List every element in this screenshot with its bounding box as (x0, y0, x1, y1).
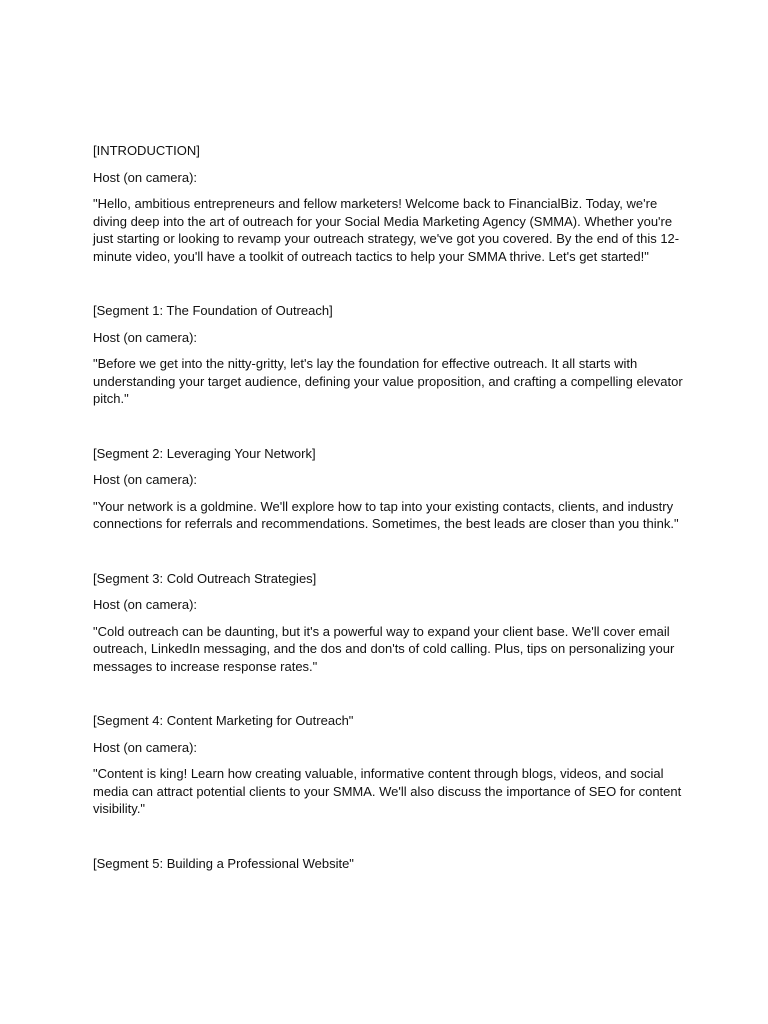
speech-paragraph: "Your network is a goldmine. We'll explore how to tap into your existing contacts, clients, and industry connections for referrals and recommendations. Sometimes, the best leads are closer than you think." (93, 498, 679, 531)
section-heading: [Segment 5: Building a Professional Website" (93, 855, 354, 871)
section-segment-4 (93, 712, 683, 818)
section-segment-5 (93, 855, 683, 873)
section-heading: [Segment 1: The Foundation of Outreach] (93, 303, 333, 318)
speaker-label: Host (on camera): (93, 739, 198, 755)
speech-paragraph: "Before we get into the nitty-gritty, let's lay the foundation for effective outreach. It all starts with understanding your target audience, defining your value proposition, and crafting a compelling elevator pitch." (93, 356, 683, 406)
section-heading: [Segment 3: Cold Outreach Strategies] (93, 570, 317, 586)
section-introduction (93, 142, 683, 265)
section-segment-3 (93, 570, 683, 676)
section-segment-1 (93, 302, 683, 408)
speaker-label: Host (on camera): (93, 597, 198, 612)
speaker-label: Host (on camera): (93, 329, 198, 345)
speech-paragraph: "Cold outreach can be daunting, but it's a powerful way to expand your client base. We'll cover email outreach, LinkedIn messaging, and the dos and don'ts of cold calling. Plus, tips on personalizing your messages to increase response rates." (93, 623, 675, 674)
speaker-label: Host (on camera): (93, 472, 198, 487)
section-heading: [INTRODUCTION] (93, 143, 200, 158)
section-heading: [Segment 2: Leveraging Your Network] (93, 445, 316, 461)
speech-paragraph: "Content is king! Learn how creating valuable, informative content through blogs, videos, and social media can attract potential clients to your SMMA. We'll also discuss the importance of SEO for content visibility." (93, 766, 682, 816)
speaker-label: Host (on camera): (93, 169, 198, 185)
document-page (93, 142, 683, 881)
speech-paragraph: "Hello, ambitious entrepreneurs and fellow marketers! Welcome back to FinancialBiz. Today, we're diving deep into the art of outreach for your Social Media Marketing Agency (SMMA). Whether you're just starting or looking to revamp your outreach strategy, we've got you covered. By the end of this 12-minute video, you'll have a toolkit of outreach tactics to help your SMMA thrive. Let's get started!" (93, 196, 680, 264)
section-segment-2 (93, 445, 683, 533)
section-heading: [Segment 4: Content Marketing for Outreach" (93, 713, 354, 728)
